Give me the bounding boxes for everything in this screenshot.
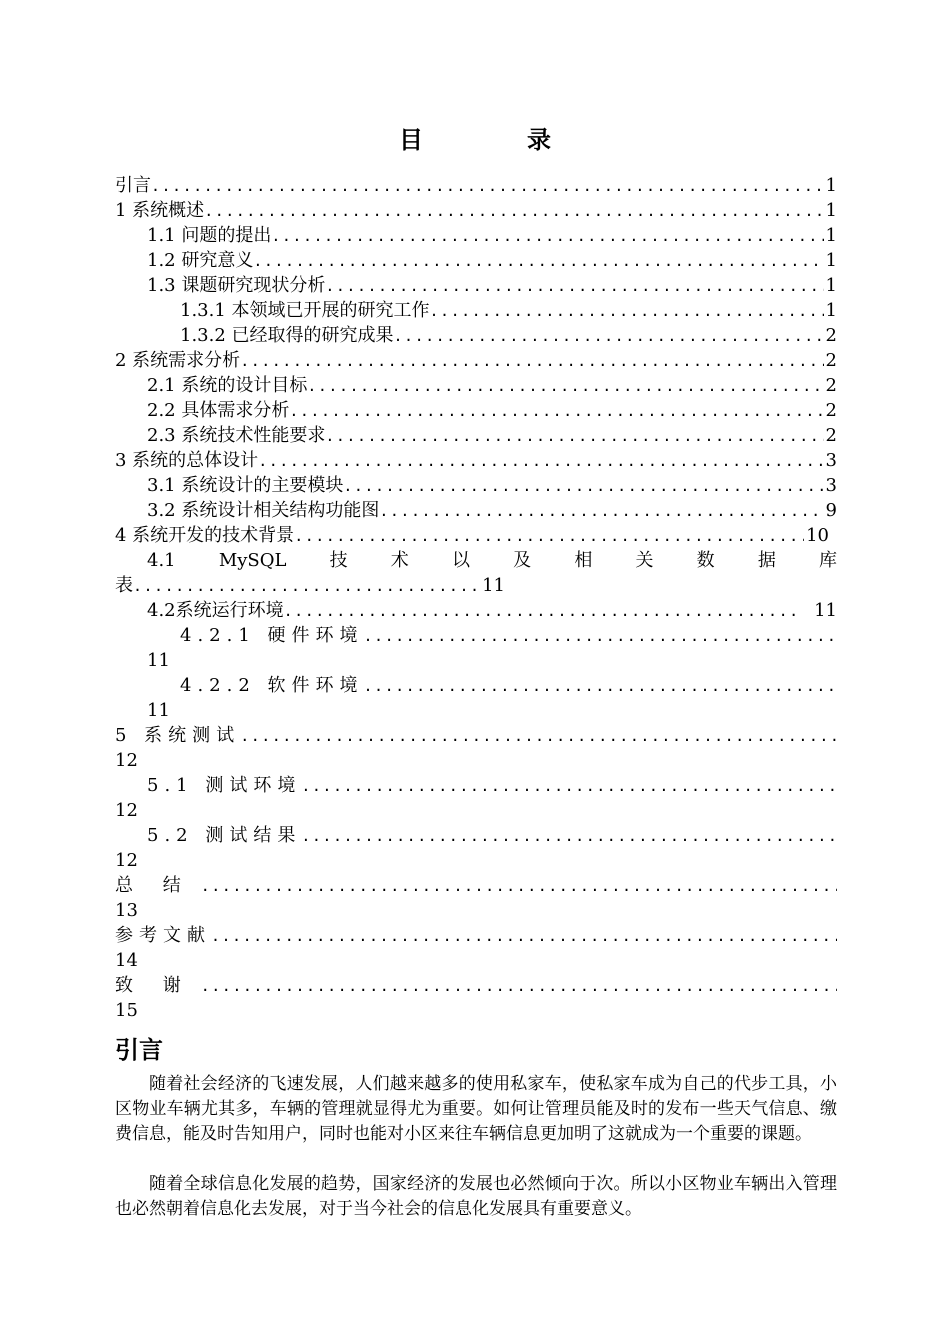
toc-leader (430, 299, 824, 323)
toc-entry-text: 表 (115, 575, 133, 596)
toc-leader (201, 874, 837, 898)
toc-word: 库 (819, 550, 837, 571)
toc-entry-page: 12 (115, 850, 138, 871)
toc-entry (115, 574, 505, 598)
toc-entry-page: 3 (825, 475, 837, 496)
toc-word: 数 (696, 550, 715, 571)
toc-entry-text: 参考文献 (115, 925, 211, 946)
toc-entry-text: 2 系统需求分析 (115, 350, 241, 371)
toc-entry-text: 总 结 (115, 875, 193, 896)
toc-entry-text: 1.3.2 已经取得的研究成果 (180, 325, 394, 346)
toc-entry (147, 774, 837, 798)
toc-leader (364, 624, 837, 648)
toc-entry-text: 3.2 系统设计相关结构功能图 (147, 500, 380, 521)
toc-entry-page: 13 (115, 900, 138, 921)
toc-entry-text: 1.1 问题的提出 (147, 225, 272, 246)
toc-entry-page: 11 (814, 600, 837, 621)
toc-entry-page: 15 (115, 1000, 138, 1021)
toc-entry-page: 1 (825, 300, 837, 321)
toc-entry (147, 399, 837, 423)
toc-word: 技 (329, 550, 348, 571)
toc-entry (180, 674, 837, 698)
toc-entry-text: 致 谢 (115, 975, 193, 996)
toc-entry (147, 424, 837, 448)
toc-entry-text: 1.2 研究意义 (147, 250, 254, 271)
toc-entry-page: 1 (825, 175, 837, 196)
toc-word: MySQL (218, 550, 287, 571)
toc-entry (115, 524, 829, 548)
toc-leader (325, 274, 823, 298)
toc-entry (147, 499, 837, 523)
toc-entry-text: 4.2.1 硬件环境 (180, 625, 364, 646)
toc-word: 关 (635, 550, 654, 571)
toc-entry-page: 12 (115, 800, 138, 821)
toc-leader (204, 199, 823, 223)
toc-entry (147, 274, 837, 298)
toc-entry-page: 10 (806, 525, 829, 546)
toc-entry-page: 1 (825, 250, 837, 271)
toc-entry-text: 4.2.2 软件环境 (180, 675, 364, 696)
toc-leader (133, 574, 480, 598)
toc-entry (115, 974, 837, 998)
toc-entry-page: 2 (825, 325, 837, 346)
toc-entry-page: 11 (147, 700, 170, 721)
toc-leader (343, 474, 823, 498)
toc-entry-page: 12 (115, 750, 138, 771)
toc-leader (253, 249, 823, 273)
toc-leader (294, 524, 804, 548)
toc-entry-text: 2.1 系统的设计目标 (147, 375, 308, 396)
toc-entry-text: 3 系统的总体设计 (115, 450, 259, 471)
toc-leader (307, 374, 823, 398)
toc-entry-page: 14 (115, 950, 138, 971)
toc-entry-text: 引言 (115, 175, 151, 196)
toc-leader (284, 599, 798, 623)
toc-entry-text: 1 系统概述 (115, 200, 205, 221)
toc-entry-text: 5.2 测试结果 (147, 825, 302, 846)
toc-entry-page: 3 (825, 450, 837, 471)
toc-leader (201, 974, 837, 998)
toc-entry (115, 174, 837, 198)
toc-leader (325, 424, 823, 448)
toc-leader (211, 924, 837, 948)
toc-entry-text: 4 系统开发的技术背景 (115, 525, 295, 546)
toc-leader (301, 774, 837, 798)
toc-entry (147, 824, 837, 848)
toc-entry (115, 724, 837, 748)
toc-word: 以 (451, 550, 470, 571)
toc-entry-text: 2.3 系统技术性能要求 (147, 425, 326, 446)
toc-word: 据 (757, 550, 776, 571)
toc-entry-text: 1.3 课题研究现状分析 (147, 275, 326, 296)
toc-entry (115, 449, 837, 473)
toc-entry (115, 349, 837, 373)
toc-entry-text: 1.3.1 本领域已开展的研究工作 (180, 300, 430, 321)
toc-leader (394, 324, 824, 348)
toc-word: 术 (390, 550, 409, 571)
toc-entry-page: 2 (825, 425, 837, 446)
toc-leader (258, 449, 823, 473)
toc-entry (147, 224, 837, 248)
toc-entry-text: 5.1 测试环境 (147, 775, 302, 796)
toc-entry (180, 299, 837, 323)
toc-entry-page: 1 (825, 225, 837, 246)
toc-word: 相 (574, 550, 593, 571)
toc-entry (115, 874, 837, 898)
toc-title: 目 录 (399, 126, 591, 154)
toc-entry (115, 199, 837, 223)
toc-entry (147, 474, 837, 498)
body-paragraph: 随着社会经济的飞速发展，人们越来越多的使用私家车，使私家车成为自己的代步工具，小区物业车辆尤其多，车辆的管理就显得尤为重要。如何让管理员能及时的发布一些天气信息、缴费信息，能及时告知用户，同时也能对小区来往车辆信息更加明了这就成为一个重要的课题。 (115, 1074, 837, 1144)
toc-entry (147, 374, 837, 398)
toc-entry-text: 4.2系统运行环境 (147, 600, 284, 621)
toc-entry (115, 924, 837, 948)
toc-entry-page: 2 (825, 350, 837, 371)
toc-entry (147, 249, 837, 273)
body-paragraph: 随着全球信息化发展的趋势，国家经济的发展也必然倾向于次。所以小区物业车辆出入管理也必然朝着信息化去发展，对于当今社会的信息化发展具有重要意义。 (115, 1174, 837, 1219)
toc-leader (301, 824, 837, 848)
toc-leader (151, 174, 824, 198)
toc-entry-text: 3.1 系统设计的主要模块 (147, 475, 344, 496)
toc-leader (364, 674, 837, 698)
toc-entry-page: 2 (825, 375, 837, 396)
toc-entry (180, 324, 837, 348)
toc-entry-page: 2 (825, 400, 837, 421)
toc-entry-page: 1 (825, 200, 837, 221)
toc-leader (379, 499, 823, 523)
toc-entry-page: 9 (825, 500, 837, 521)
toc-word: 4.1 (147, 550, 176, 571)
toc-entry-justified (147, 549, 837, 573)
toc-entry (180, 624, 837, 648)
toc-entry-page: 11 (147, 650, 170, 671)
toc-entry (147, 599, 837, 623)
toc-entry-text: 5 系统测试 (115, 725, 241, 746)
toc-leader (289, 399, 823, 423)
toc-leader (271, 224, 823, 248)
toc-entry-text: 2.2 具体需求分析 (147, 400, 290, 421)
toc-leader (240, 349, 823, 373)
toc-leader (240, 724, 837, 748)
toc-entry-page: 1 (825, 275, 837, 296)
toc-entry-page: 11 (482, 575, 505, 596)
toc-word: 及 (513, 550, 532, 571)
section-heading: 引言 (115, 1036, 163, 1064)
